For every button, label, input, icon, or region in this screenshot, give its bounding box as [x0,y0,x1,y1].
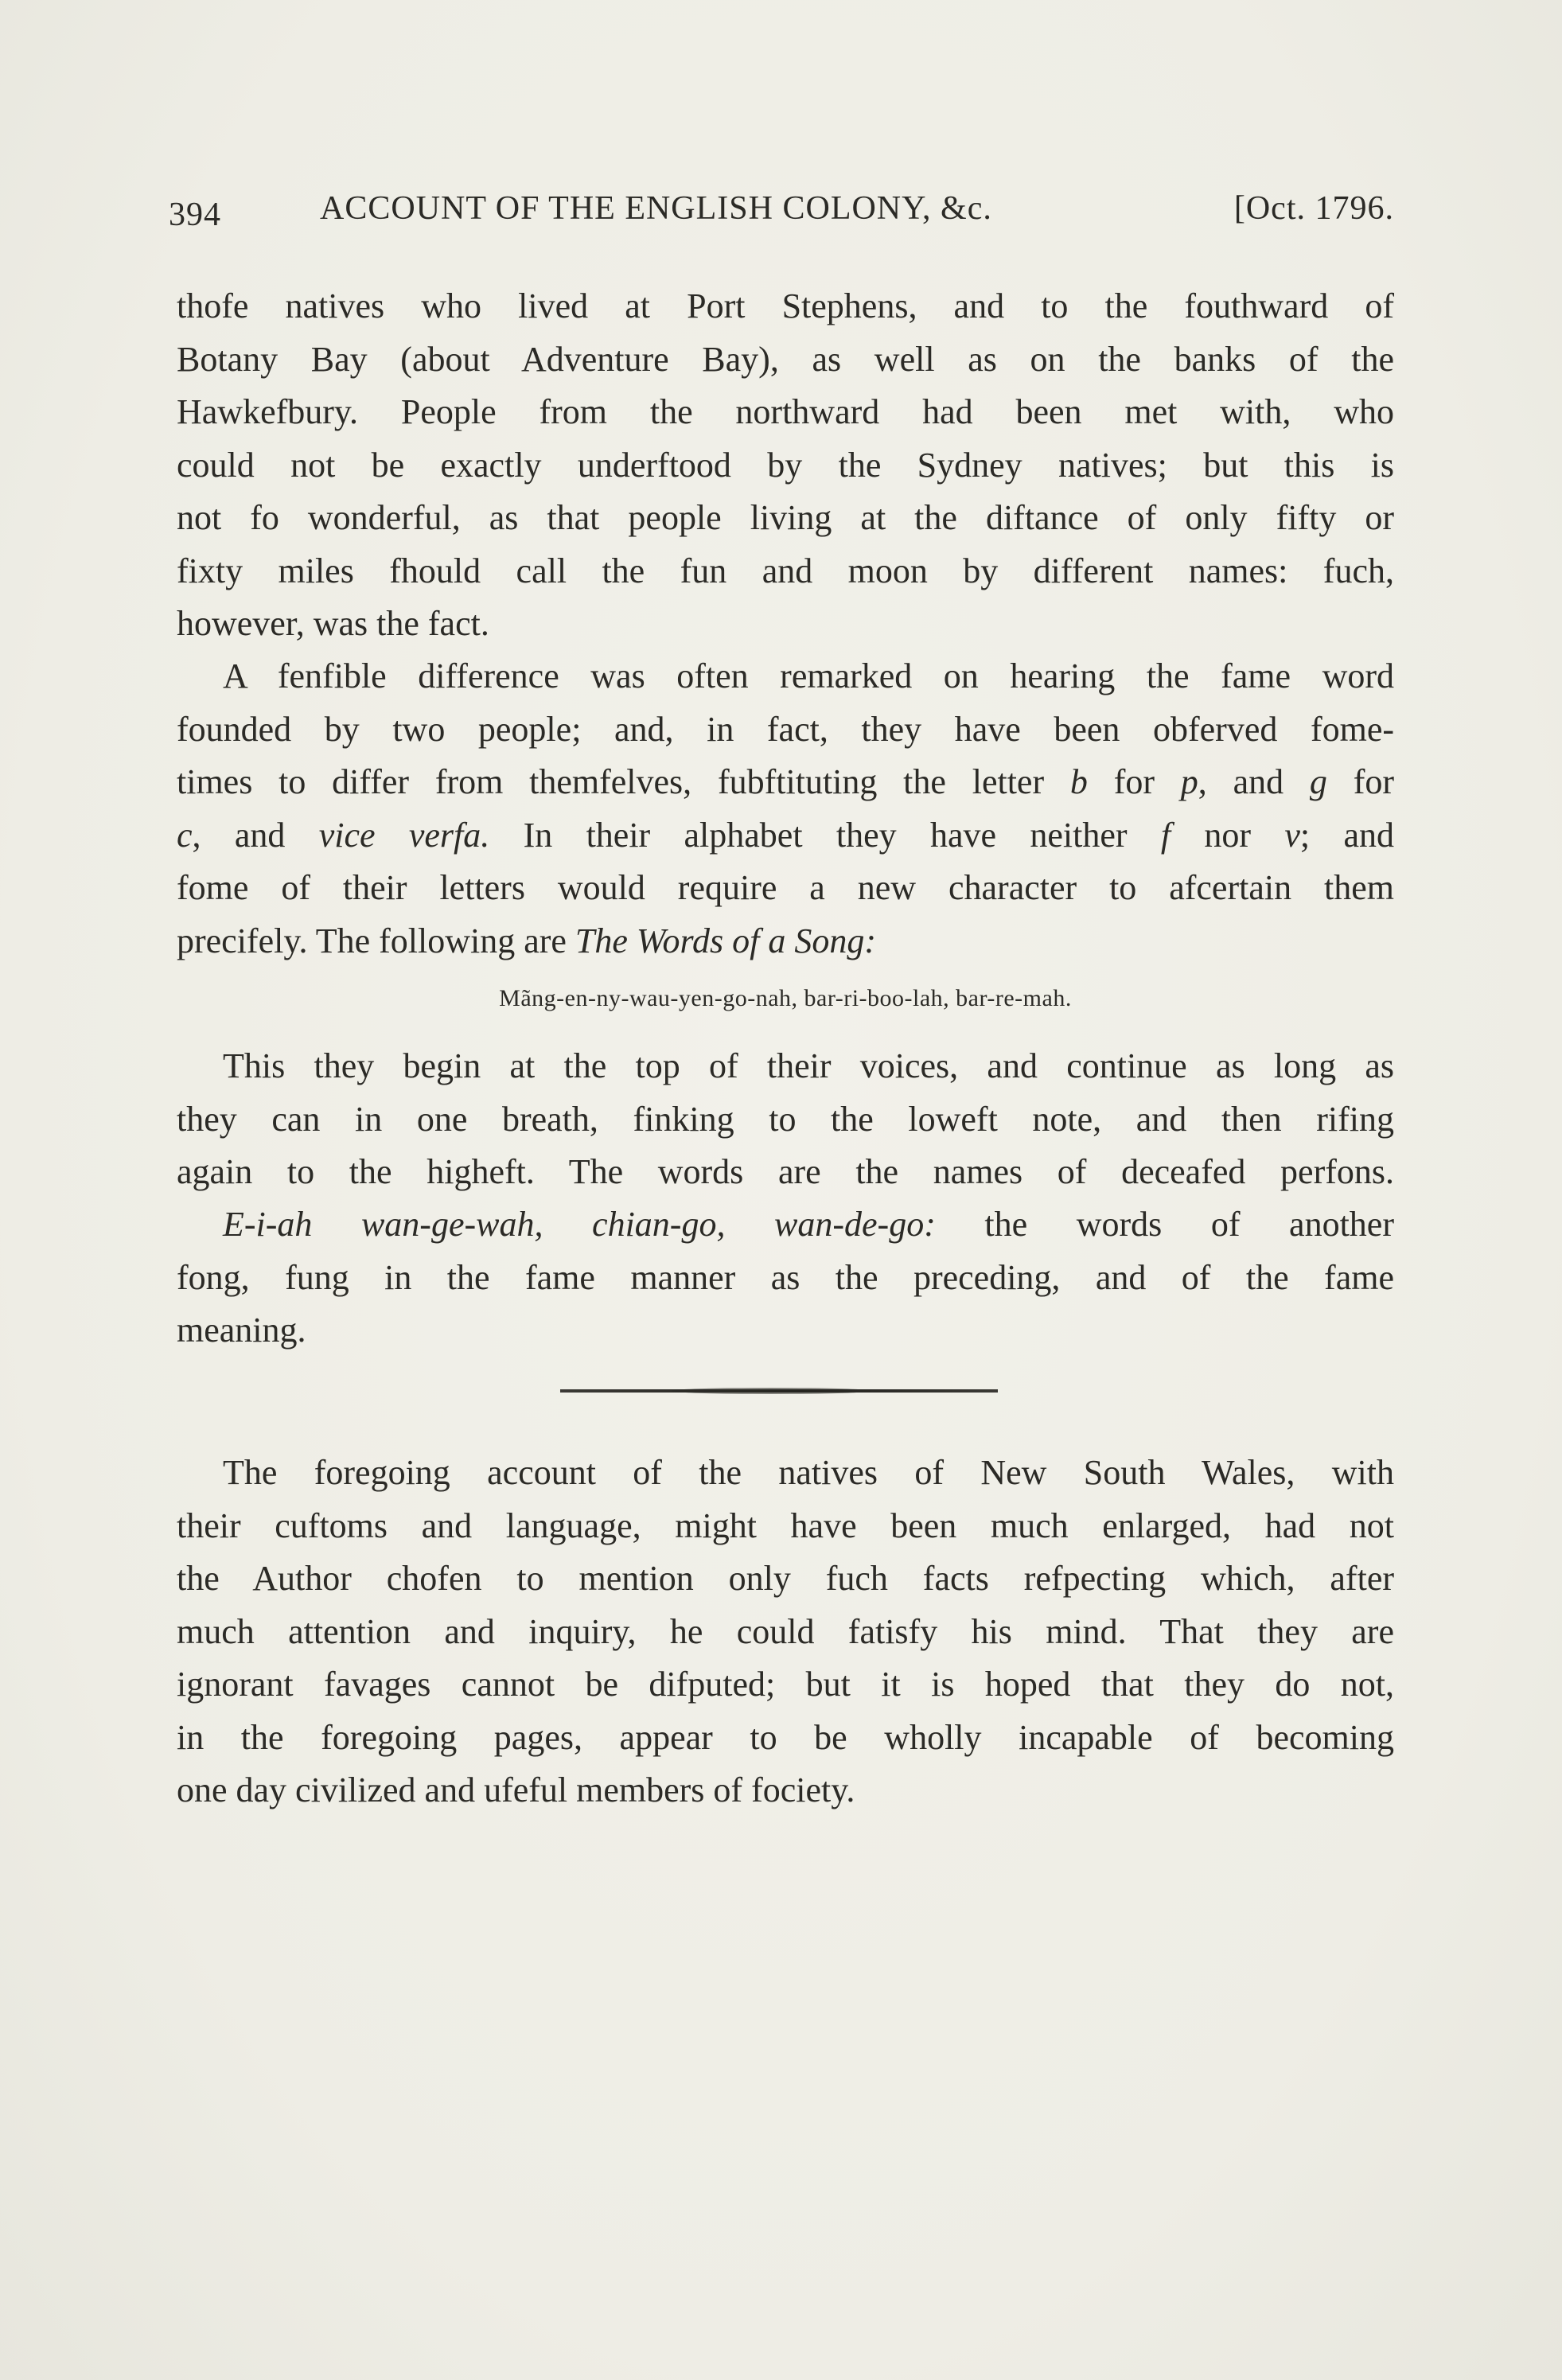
text-line: fong, fung in the fame manner as the preceding, and of the fame [177,1257,1394,1297]
text-line: precifely. The following are The Words of a Song: [177,921,877,960]
page-number: 394 [169,197,221,233]
text-line: their cuftoms and language, might have been much enlarged, had not [177,1506,1394,1545]
paragraph-1 [177,280,1394,651]
text-line: thofe natives who lived at Port Stephens, and to the fouthward of [177,286,1394,325]
text-line: Hawkefbury. People from the northward had been met with, who [177,392,1394,431]
text-line: fome of their letters would require a new character to afcertain them [177,868,1394,907]
text-line: This they begin at the top of their voices, and continue as long as [223,1046,1394,1085]
running-title: ACCOUNT OF THE ENGLISH COLONY, &c. [320,190,992,227]
text-line: however, was the fact. [177,604,489,643]
text-line: one day civilized and ufeful members of fociety. [177,1770,855,1809]
text-line: founded by two people; and, in fact, they have been obferved fome- [177,709,1394,749]
header-date: [Oct. 1796. [1233,190,1394,227]
paragraph-4 [177,1198,1394,1357]
text-line: meaning. [177,1311,306,1350]
text-line: could not be exactly underftood by the Sydney natives; but this is [177,445,1394,485]
song-line: Mãng-en-ny-wau-yen-go-nah, bar-ri-boo-lah, bar-re-mah. [499,985,1072,1011]
paragraph-2 [177,650,1394,968]
text-line: The foregoing account of the natives of New South Wales, with [223,1453,1394,1492]
text-line: fixty miles fhould call the fun and moon by different names: fuch, [177,551,1394,590]
section-divider-rule [560,1389,998,1393]
text-line: the Author chofen to mention only fuch facts refpecting which, after [177,1559,1394,1598]
text-line: Botany Bay (about Adventure Bay), as well as on the banks of the [177,339,1394,379]
text-line: in the foregoing pages, appear to be wholly incapable of becoming [177,1717,1394,1757]
paragraph-5 [177,1447,1394,1817]
text-line: ignorant favages cannot be difputed; but it is hoped that they do not, [177,1665,1394,1704]
text-line: they can in one breath, finking to the loweft note, and then rifing [177,1099,1394,1139]
text-line: A fenfible difference was often remarked on hearing the fame word [223,656,1394,695]
text-line: E-i-ah wan-ge-wah, chian-go, wan-de-go: the words of another [223,1205,1394,1244]
paragraph-3 [177,1040,1394,1199]
text-line: times to differ from themfelves, fubftituting the letter b for p, and g for [177,762,1394,801]
text-line: much attention and inquiry, he could fatisfy his mind. That they are [177,1611,1394,1651]
running-header [169,189,1394,237]
text-line: again to the higheft. The words are the names of deceafed perfons. [177,1152,1394,1191]
text-line: not fo wonderful, as that people living at the diftance of only fifty or [177,498,1394,537]
text-line: c, and vice verfa. In their alphabet they have neither f nor v; and [177,815,1395,855]
